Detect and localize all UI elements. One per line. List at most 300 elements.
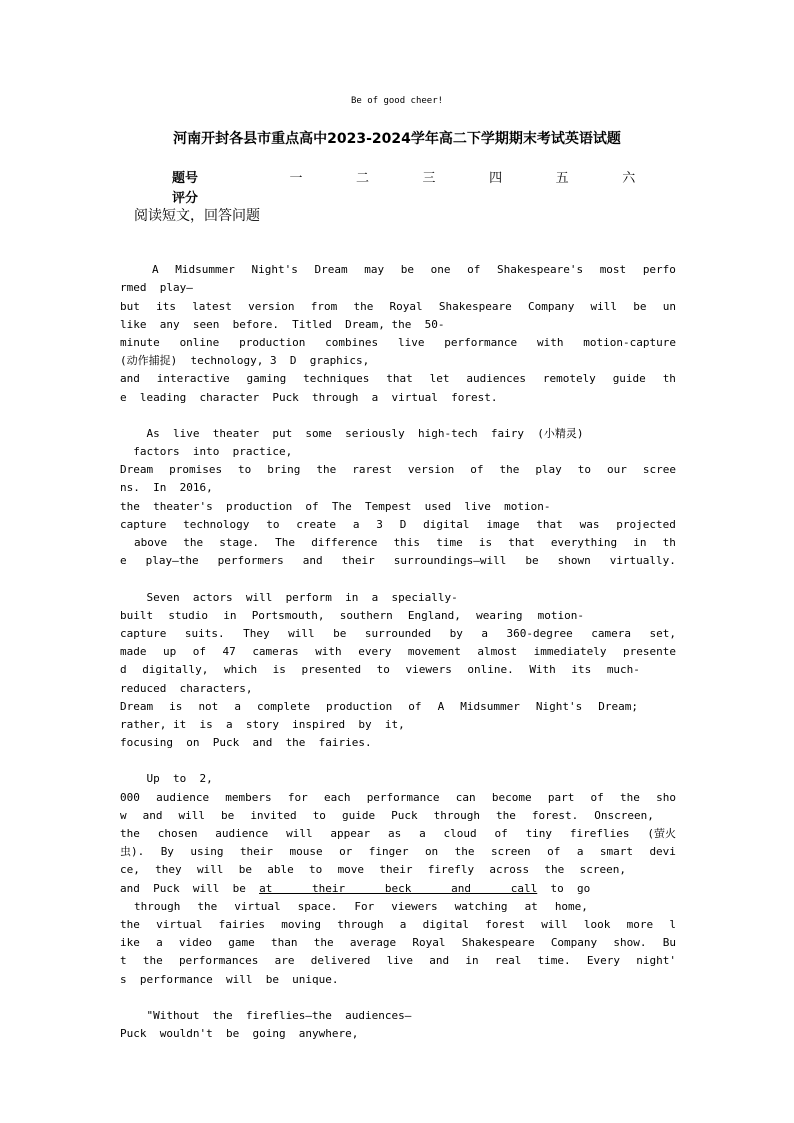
word: show.: [613, 936, 647, 950]
word: more: [626, 917, 654, 931]
page-motto: Be of good cheer!: [350, 96, 444, 106]
text-line: [120, 861, 676, 879]
word: t: [120, 954, 127, 968]
word: up: [163, 645, 177, 659]
word: the: [353, 299, 374, 313]
word: movement: [407, 645, 461, 659]
word: much-: [606, 663, 640, 677]
text-line: As live theater put some seriously high-tech fairy (小精灵): [120, 426, 584, 440]
word: time.: [537, 954, 571, 968]
word: members: [225, 790, 272, 804]
text-line: [120, 952, 676, 970]
word: not: [198, 699, 219, 713]
score-cell[interactable]: [462, 186, 529, 206]
word: Dream: [120, 699, 154, 713]
word: fairies: [218, 917, 266, 931]
word: through: [134, 899, 181, 913]
word: across: [489, 863, 530, 877]
word: as: [388, 827, 402, 840]
word: Onscreen,: [594, 808, 654, 822]
word: a: [419, 827, 426, 840]
text-line: the theater's production of The Tempest used live motion-: [120, 499, 551, 513]
line-start: and Puck will be: [120, 881, 260, 895]
word: the: [183, 536, 204, 549]
word: with: [315, 645, 342, 659]
word: combines: [325, 335, 379, 349]
text-line: ns. In 2016,: [120, 481, 213, 495]
word: their: [379, 863, 413, 877]
word: game: [228, 936, 255, 950]
text-line: (动作捕捉) technology, 3 D graphics,: [120, 354, 370, 368]
word: They: [243, 626, 270, 640]
score-table-header-row: [172, 166, 662, 186]
word: th: [662, 372, 676, 386]
word: Night's: [535, 699, 583, 713]
word: capture: [120, 626, 167, 640]
word: screen,: [579, 863, 626, 877]
word: e: [120, 554, 127, 568]
word: or: [339, 845, 353, 859]
word: a: [156, 936, 163, 950]
word: With: [529, 663, 556, 677]
text-line: [120, 880, 676, 898]
text-line: [120, 625, 676, 643]
word: d: [120, 663, 127, 677]
word: the: [495, 808, 516, 822]
word: l: [669, 917, 676, 931]
word: cloud: [443, 827, 477, 840]
score-label: 评分: [172, 190, 199, 206]
word: that: [536, 517, 563, 531]
word: A: [437, 699, 445, 713]
word: home,: [554, 899, 588, 913]
word: average: [349, 936, 397, 950]
word: virtually.: [609, 554, 676, 568]
word: fireflies: [569, 827, 630, 840]
score-table: [172, 166, 662, 206]
word: Shakespeare's: [496, 263, 584, 277]
word: immediately: [533, 645, 607, 659]
score-cell[interactable]: [263, 186, 330, 206]
word: A: [152, 263, 159, 277]
word: production: [326, 699, 393, 713]
text-line: [120, 298, 676, 316]
score-cell[interactable]: [329, 186, 396, 206]
word: techniques: [303, 372, 370, 386]
word: mouse: [289, 845, 323, 859]
word: its: [571, 663, 592, 677]
column-header: 五: [555, 170, 569, 186]
word: finger: [368, 845, 409, 859]
word: which: [223, 663, 258, 677]
word: made: [120, 645, 147, 659]
word: part: [547, 790, 575, 804]
word: latest: [192, 299, 232, 313]
word: screen: [490, 845, 531, 859]
word: this: [393, 536, 421, 549]
word: image: [486, 517, 520, 531]
word: camera: [591, 626, 631, 640]
word: 3: [376, 517, 383, 531]
text-line: [120, 843, 676, 861]
word: suits.: [184, 626, 225, 640]
word: moving: [281, 917, 321, 931]
text-line: rather, it is a story inspired by it,: [120, 717, 405, 731]
word: be: [221, 808, 235, 822]
word: performances: [178, 954, 259, 968]
word: Dream;: [598, 699, 638, 713]
word: promises: [169, 463, 223, 477]
text-line: [120, 661, 676, 679]
word: in: [633, 536, 647, 549]
word: th: [662, 536, 676, 549]
word: remotely: [542, 372, 596, 386]
text-line: [120, 825, 676, 843]
word: will: [196, 863, 224, 877]
text-line: [120, 370, 676, 388]
word: D: [399, 517, 407, 531]
word: will: [288, 626, 315, 640]
word: in: [465, 954, 479, 968]
word: the: [620, 790, 640, 804]
word: and: [429, 954, 450, 968]
word: Company: [550, 936, 598, 950]
word: online.: [467, 663, 514, 677]
text-line: [120, 643, 676, 661]
word: stage.: [219, 536, 260, 549]
word: viewers: [405, 663, 452, 677]
word: set,: [649, 626, 676, 640]
word: Company: [527, 299, 575, 313]
word: a: [352, 517, 360, 531]
word: performance: [444, 335, 518, 349]
word: a: [481, 626, 488, 640]
text-line: [120, 607, 676, 625]
word: viewers: [391, 899, 438, 913]
word: digital: [423, 517, 470, 531]
word: and: [302, 554, 323, 568]
word: perfo: [642, 263, 676, 277]
word: will: [541, 917, 568, 931]
word: of: [192, 645, 207, 659]
text-line: [120, 552, 676, 570]
word: live: [397, 335, 425, 349]
word: presente: [622, 645, 676, 659]
text-line: [120, 516, 676, 534]
word: was: [579, 517, 600, 531]
word: with: [536, 335, 564, 349]
word: motion-capture: [583, 335, 676, 349]
text-line: factors into practice,: [120, 445, 293, 459]
column-header: 六: [622, 170, 636, 186]
word: let: [429, 372, 450, 386]
word: its: [156, 299, 176, 313]
word: be: [333, 626, 347, 640]
word: a: [234, 699, 241, 713]
word: performers: [217, 554, 284, 568]
word: able: [267, 863, 294, 877]
word: almost: [477, 645, 518, 659]
word: technology: [183, 517, 250, 531]
word: version: [248, 299, 295, 313]
word: shown: [557, 554, 591, 568]
word: guide: [341, 808, 376, 822]
word: play—the: [145, 554, 199, 568]
word: move: [337, 863, 365, 877]
word: above: [134, 536, 168, 549]
text-line: [120, 698, 676, 716]
word: England,: [407, 608, 461, 622]
word: For: [354, 899, 375, 913]
word: night': [636, 954, 676, 968]
word: (萤火: [647, 827, 676, 840]
word: production: [239, 335, 306, 349]
word: to: [376, 663, 390, 677]
word: play: [535, 463, 562, 477]
text-line: "Without the fireflies—the audiences—: [120, 1008, 412, 1022]
text-line: [120, 898, 676, 916]
word: By: [160, 845, 174, 859]
score-cell[interactable]: [529, 186, 596, 206]
word: of: [470, 463, 484, 477]
word: rarest: [352, 463, 392, 477]
word: to: [309, 863, 323, 877]
word: scree: [642, 463, 676, 477]
word: video: [178, 936, 213, 950]
word: everything: [550, 536, 618, 549]
word: most: [599, 263, 627, 277]
word: ike: [120, 936, 140, 950]
word: Puck: [391, 808, 418, 822]
word: are: [274, 954, 295, 968]
reading-passage: [120, 243, 676, 1061]
word: of: [547, 845, 561, 859]
word: Midsummer: [175, 263, 235, 277]
word: our: [607, 463, 627, 477]
word: guide: [612, 372, 646, 386]
word: built: [120, 608, 154, 622]
word: interactive: [156, 372, 230, 386]
word: they: [155, 863, 182, 877]
word: Dream: [120, 463, 154, 477]
text-line: [120, 807, 676, 825]
word: by: [449, 626, 463, 640]
word: complete: [257, 699, 310, 713]
word: wearing: [476, 608, 523, 622]
word: audience: [156, 790, 210, 804]
word: look: [583, 917, 611, 931]
word: of: [590, 790, 604, 804]
text-line: [120, 534, 676, 552]
word: live: [386, 954, 414, 968]
word: for: [287, 790, 308, 804]
word: their: [239, 845, 274, 859]
word: Every: [586, 954, 621, 968]
word: invited: [250, 808, 297, 822]
word: minute: [120, 335, 160, 349]
word: motion-: [537, 608, 584, 622]
word: forest: [485, 917, 525, 931]
word: 000: [120, 790, 140, 804]
score-cell[interactable]: [396, 186, 463, 206]
word: performance: [366, 790, 440, 804]
text-line: Up to 2,: [120, 772, 213, 786]
word: Shakespeare: [438, 299, 512, 313]
word: cameras: [252, 645, 299, 659]
score-table-score-row: [172, 186, 662, 206]
text-line: [120, 461, 676, 479]
word: presented: [301, 663, 362, 677]
word: digital: [422, 917, 469, 931]
text-line: e leading character Puck through a virtual forest.: [120, 390, 498, 404]
word: studio: [168, 608, 209, 622]
word: Midsummer: [460, 699, 520, 713]
word: surroundings—will: [393, 554, 507, 568]
text-line: Puck wouldn't be going anywhere,: [120, 1027, 359, 1041]
word: using: [190, 845, 224, 859]
word: from: [310, 299, 338, 313]
text-line: [120, 934, 676, 952]
word: projected: [616, 517, 676, 531]
word: virtual: [234, 899, 281, 913]
underlined-phrase: at their beck and call: [259, 881, 538, 895]
word: to: [312, 808, 326, 822]
word: un: [662, 299, 676, 313]
column-header: 二: [356, 170, 370, 186]
word: difference: [311, 536, 378, 549]
word: gaming: [246, 372, 287, 386]
word: to: [266, 517, 280, 531]
word: create: [296, 517, 337, 531]
word: one: [430, 263, 451, 277]
column-header: 三: [422, 170, 436, 186]
word: a: [399, 917, 407, 931]
text-line: s performance will be unique.: [120, 972, 339, 986]
word: each: [323, 790, 351, 804]
word: virtual: [156, 917, 203, 931]
word: Bu: [662, 936, 676, 950]
word: Shakespeare: [461, 936, 535, 950]
word: every: [358, 645, 392, 659]
word: Dream: [314, 263, 348, 277]
exam-title: 河南开封各县市重点高中2023-2024学年高二下学期期末考试英语试题: [173, 131, 621, 147]
text-line: [120, 916, 676, 934]
word: be: [525, 554, 539, 568]
question-number-label: 题号: [172, 170, 199, 186]
word: will: [286, 827, 313, 840]
word: delivered: [310, 954, 371, 968]
word: 虫).: [120, 845, 145, 859]
word: the: [499, 463, 520, 477]
word: is: [478, 536, 493, 549]
line-end: to go: [537, 881, 591, 895]
word: the: [197, 899, 218, 913]
word: become: [491, 790, 532, 804]
word: a: [576, 845, 584, 859]
word: of: [467, 263, 481, 277]
word: The: [275, 536, 296, 549]
word: version: [407, 463, 455, 477]
reading-instruction: 阅读短文，回答问题: [134, 208, 260, 224]
word: the: [120, 917, 140, 931]
word: Portsmouth,: [251, 608, 325, 622]
word: through: [433, 808, 480, 822]
word: digitally,: [142, 663, 209, 677]
word: the: [142, 954, 163, 968]
word: audiences: [466, 372, 526, 386]
word: time: [436, 536, 463, 549]
word: will: [178, 808, 206, 822]
word: through: [337, 917, 384, 931]
text-line: Seven actors will perform in a specially-: [120, 590, 458, 604]
word: southern: [339, 608, 393, 622]
word: to: [577, 463, 592, 477]
column-header: 四: [489, 170, 503, 186]
word: that: [508, 536, 535, 549]
word: sho: [656, 790, 676, 804]
word: capture: [120, 517, 167, 531]
text-line: [120, 261, 676, 279]
word: the: [316, 463, 337, 477]
word: surrounded: [364, 626, 432, 640]
word: audience: [215, 827, 269, 840]
word: Night's: [251, 263, 298, 277]
word: is: [169, 699, 183, 713]
word: be: [400, 263, 414, 277]
word: firefly: [427, 863, 475, 877]
word: real: [494, 954, 522, 968]
word: the: [313, 936, 334, 950]
word: of: [494, 827, 508, 840]
word: can: [455, 790, 476, 804]
word: watching: [454, 899, 508, 913]
text-line: like any seen before. Titled Dream, the 50-: [120, 317, 445, 331]
word: will: [590, 299, 618, 313]
word: and: [120, 372, 140, 386]
word: be: [633, 299, 647, 313]
word: online: [179, 335, 220, 349]
text-line: [120, 789, 676, 807]
word: the: [120, 827, 140, 840]
word: than: [271, 936, 298, 950]
word: 47: [222, 645, 236, 659]
word: forest.: [531, 808, 579, 822]
word: at: [524, 899, 538, 913]
word: may: [364, 263, 385, 277]
text-line: rmed play—: [120, 281, 193, 295]
word: the: [544, 863, 565, 877]
word: in: [223, 608, 237, 622]
word: the: [454, 845, 475, 859]
word: devi: [649, 845, 676, 859]
word: w: [120, 808, 127, 822]
word: of: [408, 699, 422, 713]
text-line: [120, 334, 676, 352]
word: 360-degree: [506, 626, 573, 640]
word: be: [238, 863, 252, 877]
word: to: [238, 463, 252, 477]
text-line: focusing on Puck and the fairies.: [120, 736, 372, 750]
score-cell[interactable]: [595, 186, 662, 206]
word: is: [272, 663, 286, 677]
word: bring: [267, 463, 301, 477]
column-header: 一: [289, 170, 303, 186]
word: on: [424, 845, 439, 859]
text-line: reduced characters,: [120, 681, 253, 695]
word: ce,: [120, 863, 140, 877]
word: their: [341, 554, 375, 568]
word: smart: [599, 845, 633, 859]
